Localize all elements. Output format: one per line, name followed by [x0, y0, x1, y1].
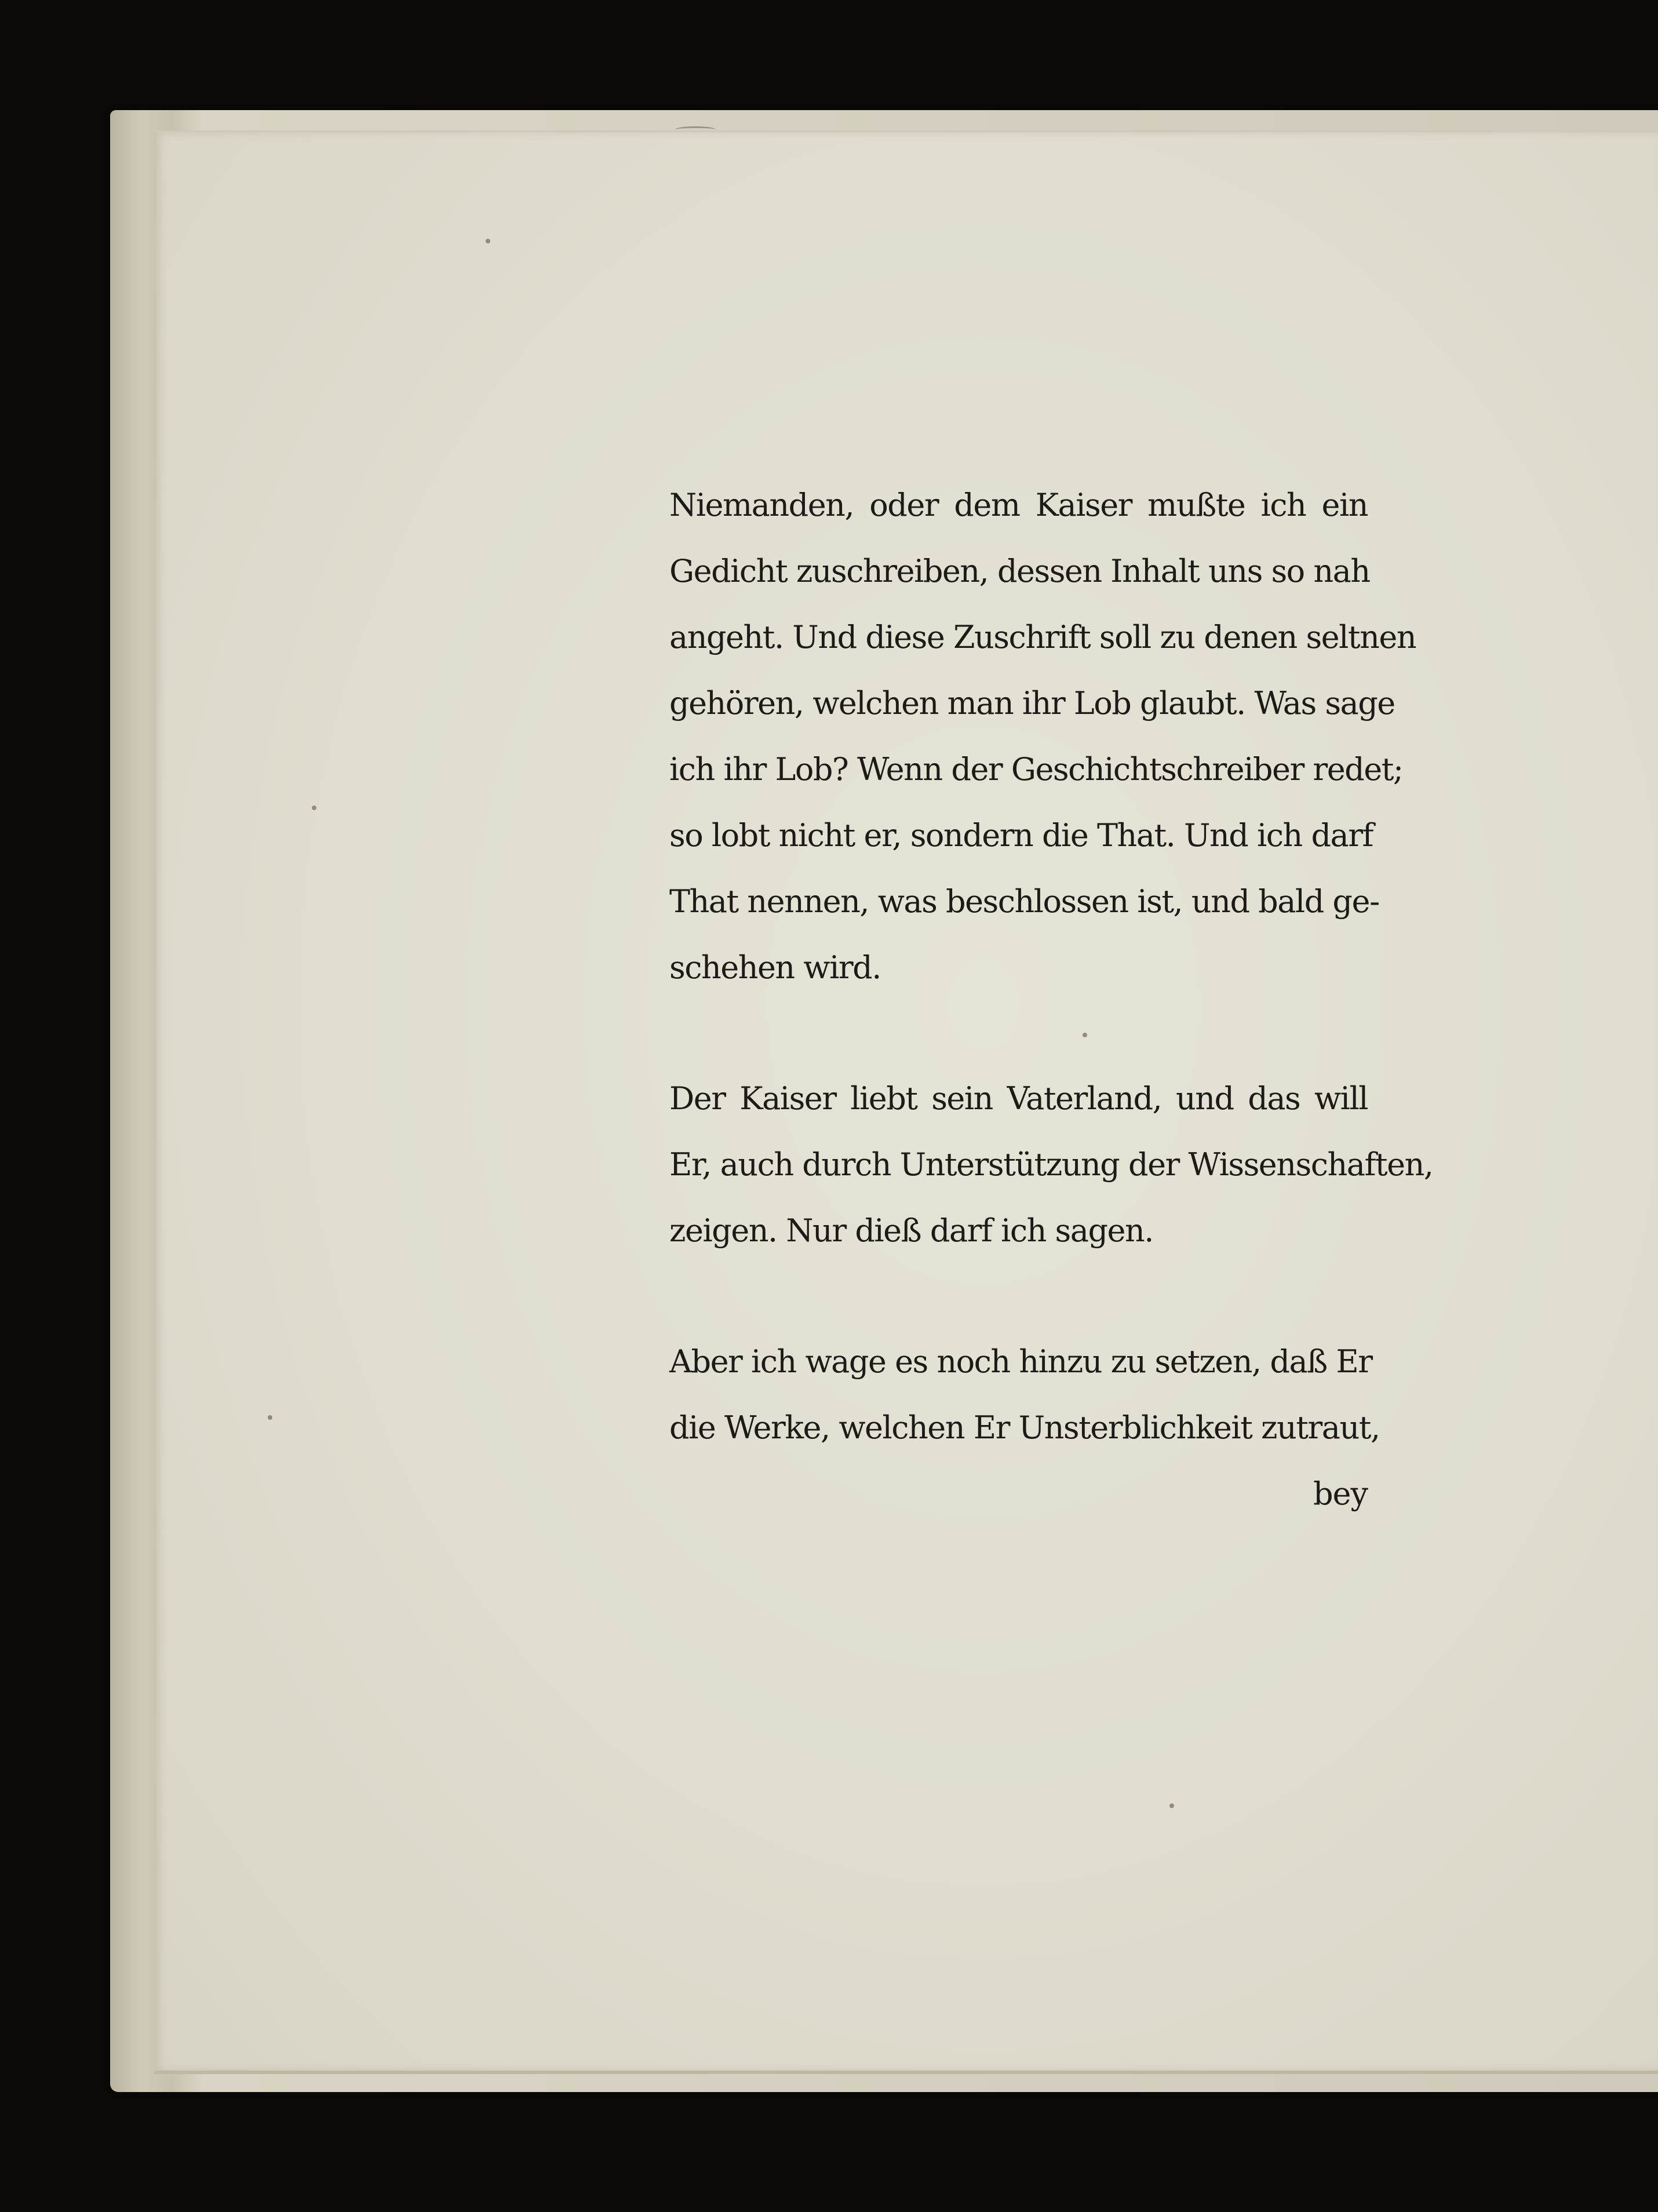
text-line: gehören, welchen man ihr Lob glaubt. Was sage — [669, 685, 1395, 721]
text-line: Gedicht zuschreiben, dessen Inhalt uns so nah — [669, 553, 1370, 589]
text-line: die Werke, welchen Er Unsterblichkeit zutraut, — [669, 1409, 1380, 1446]
text-line: zeigen. Nur dieß darf ich sagen. — [669, 1212, 1153, 1249]
paragraph-1 — [669, 472, 1416, 1001]
text-line: schehen wird. — [669, 949, 881, 986]
text-line: Aber ich wage es noch hinzu zu setzen, daß Er — [669, 1343, 1372, 1380]
paper-speck — [1169, 1803, 1174, 1808]
page-text — [669, 472, 1433, 1527]
text-line: ich ihr Lob? Wenn der Geschichtschreiber redet; — [669, 751, 1403, 788]
text-line: That nennen, was beschlossen ist, und bald ge- — [669, 883, 1379, 920]
text-line: Der Kaiser liebt sein Vaterland, und das will — [669, 1080, 1368, 1117]
text-line: angeht. Und diese Zuschrift soll zu denen seltnen — [669, 619, 1416, 655]
text-line: Niemanden, oder dem Kaiser mußte ich ein — [669, 487, 1368, 523]
paragraph-2 — [669, 1066, 1433, 1264]
paper-speck — [268, 1415, 272, 1420]
catchword: bey — [1313, 1475, 1368, 1512]
text-line: so lobt nicht er, sondern die That. Und ich darf — [669, 817, 1373, 854]
paragraph-3 — [669, 1329, 1380, 1461]
paragraph-gap — [669, 1264, 1368, 1329]
paper-speck — [486, 239, 490, 243]
paragraph-gap — [669, 1001, 1368, 1066]
paper-speck — [312, 806, 316, 810]
text-line: Er, auch durch Unterstützung der Wissenschaften, — [669, 1146, 1433, 1183]
paper-mark — [675, 126, 716, 133]
